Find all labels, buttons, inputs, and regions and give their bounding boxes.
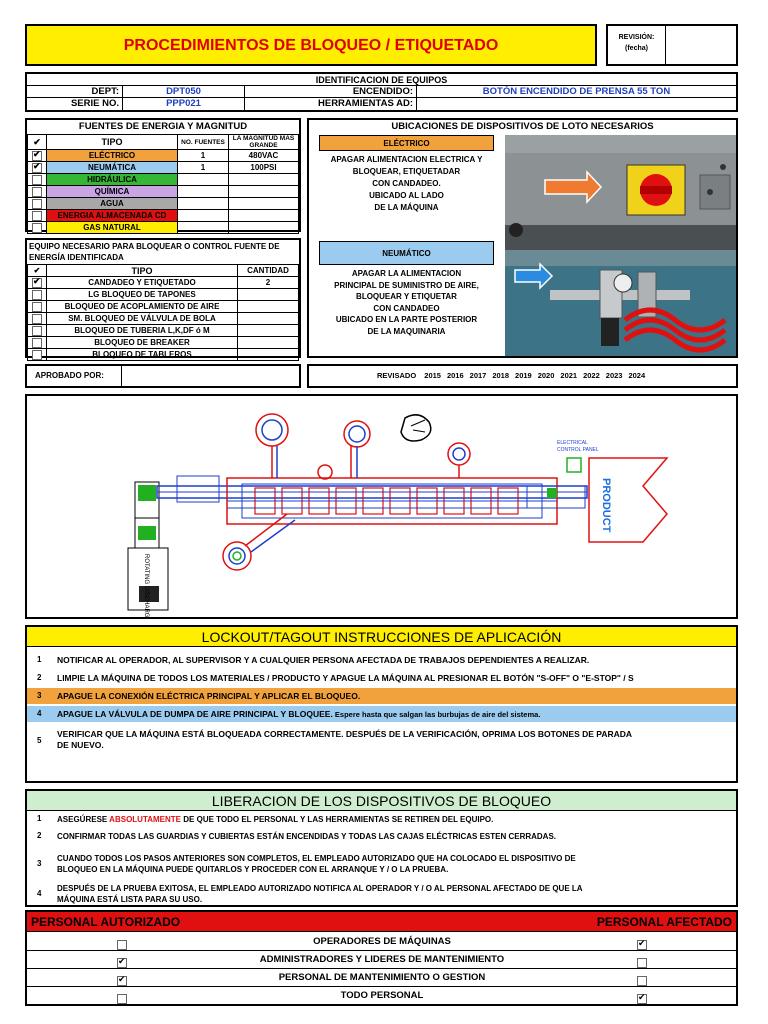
step-text-main: VERIFICAR QUE LA MÁQUINA ESTÁ BLOQUEADA CORRECTAMENTE. DESPUÉS DE LA VERIFICACIÓN, OPRIMA LOS BOTONES DE PARADA [57, 729, 633, 739]
release-heading: LIBERACION DE LOS DISPOSITIVOS DE BLOQUEO [27, 791, 736, 811]
revision-year: 2023 [605, 371, 623, 380]
instructions-heading: LOCKOUT/TAGOUT INSTRUCCIONES DE APLICACIÓN [27, 627, 736, 647]
pneumatic-location-line: CON CANDADEO [373, 303, 440, 313]
step-text-main: APAGUE LA CONEXIÓN ELÉCTRICA PRINCIPAL Y APLICAR EL BLOQUEO. [57, 691, 361, 701]
equipment-cantidad-header: CANTIDAD [238, 265, 299, 277]
energy-tipo: HIDRÁULICA [47, 174, 178, 186]
step-text [57, 655, 732, 666]
encendido-label: ENCENDIDO: [245, 86, 417, 98]
step-text [57, 709, 732, 720]
energy-section [25, 118, 301, 232]
energy-magnitud [229, 222, 299, 234]
afectado-checkbox[interactable] [637, 937, 647, 950]
energy-checkbox[interactable] [32, 175, 42, 185]
energy-row [28, 222, 299, 234]
pneumatic-location-label: NEUMÁTICO [319, 241, 494, 265]
energy-magnitud: 480VAC [229, 150, 299, 162]
step-number: 5 [37, 736, 42, 745]
step-text-2: DE NUEVO. [57, 740, 104, 750]
pneumatic-location-line: UBICADO EN LA PARTE POSTERIOR [335, 315, 478, 324]
energy-tipo: NEUMÁTICA [47, 162, 178, 174]
step-text-main: CUANDO TODOS LOS PASOS ANTERIORES SON COMPLETOS, EL EMPLEADO AUTORIZADO QUE HA COLOCADO EL DISPOSITIVO DE [57, 854, 576, 863]
equipment-cantidad [238, 289, 299, 301]
personnel-label: OPERADORES DE MÁQUINAS [313, 936, 451, 947]
step-text [57, 883, 732, 894]
energy-fuentes-header: NO. FUENTES [178, 135, 229, 150]
personnel-section [25, 910, 738, 1006]
personnel-row [27, 951, 736, 969]
instruction-step [27, 670, 736, 686]
step-text [57, 673, 732, 684]
equipment-checkbox[interactable] [32, 338, 42, 348]
energy-tipo-header: TIPO [47, 135, 178, 150]
checkmark-icon: ✔ [33, 276, 41, 286]
step-text-main: APAGUE LA VÁLVULA DE DUMPA DE AIRE PRINCIPAL Y BLOQUEE. [57, 709, 333, 719]
personal-afectado-label: PERSONAL AFECTADO [596, 915, 732, 929]
checkmark-icon: ✔ [118, 955, 126, 966]
equipment-row [28, 301, 299, 313]
equipment-checkbox[interactable] [32, 314, 42, 324]
energy-magnitud [229, 210, 299, 222]
personnel-row [27, 987, 736, 1005]
personal-autorizado-label: PERSONAL AUTORIZADO [31, 915, 181, 929]
equipment-cantidad [238, 337, 299, 349]
herramientas-value[interactable] [417, 98, 736, 110]
personnel-label: TODO PERSONAL [340, 990, 424, 1001]
energy-checkbox[interactable] [32, 211, 42, 221]
energy-row [28, 162, 299, 174]
equipment-checkbox[interactable] [32, 302, 42, 312]
release-step [27, 853, 736, 877]
identification-heading: IDENTIFICACION DE EQUIPOS [27, 74, 736, 86]
electric-location-line: BLOQUEAR, ETIQUETADAR [352, 167, 461, 176]
checkmark-icon: ✔ [118, 973, 126, 984]
energy-row [28, 210, 299, 222]
step-text [57, 691, 732, 702]
step-number: 1 [37, 814, 42, 823]
step-number: 1 [37, 655, 42, 664]
energy-magnitud [229, 186, 299, 198]
step-number: 2 [37, 831, 42, 840]
step-number: 4 [37, 889, 42, 898]
equipment-tipo: BLOQUEO DE BREAKER [47, 337, 238, 349]
identification-section [25, 72, 738, 112]
energy-tipo: QUÍMICA [47, 186, 178, 198]
revision-year: 2016 [446, 371, 464, 380]
step-text [57, 729, 732, 740]
page-title: PROCEDIMIENTOS DE BLOQUEO / ETIQUETADO [123, 37, 499, 54]
checkmark-icon: ✔ [33, 161, 41, 171]
energy-fuentes [178, 198, 229, 210]
energy-table [27, 134, 299, 234]
autorizado-checkbox[interactable] [117, 955, 127, 968]
revision-sub: (fecha) [625, 45, 648, 52]
equipment-cantidad [238, 325, 299, 337]
equipment-checkbox[interactable] [32, 350, 42, 360]
energy-row [28, 186, 299, 198]
energy-checkbox[interactable] [32, 151, 42, 161]
svg-text:ELECTRICAL: ELECTRICAL [557, 440, 588, 446]
energy-fuentes: 1 [178, 162, 229, 174]
autorizado-checkbox[interactable] [117, 973, 127, 986]
equipment-row [28, 277, 299, 289]
afectado-checkbox[interactable] [637, 976, 647, 986]
revision-label: REVISIÓN: [618, 34, 655, 41]
checkmark-icon: ✔ [638, 991, 646, 1002]
pneumatic-location-line: APAGAR LA ALIMENTACION [351, 269, 462, 278]
equipment-table [27, 264, 299, 361]
locations-section [307, 118, 738, 358]
equipment-tipo: SM. BLOQUEO DE VÁLVULA DE BOLA [47, 313, 238, 325]
step-number: 3 [37, 859, 42, 868]
energy-fuentes: 1 [178, 150, 229, 162]
step-number: 4 [37, 709, 42, 718]
electric-location-text [309, 154, 504, 214]
revision-year: 2015 [424, 371, 441, 380]
equipment-check-header: ✔ [28, 265, 47, 277]
step-text [57, 853, 732, 864]
aprobado-field[interactable] [121, 366, 299, 386]
checkmark-icon: ✔ [33, 149, 41, 159]
energy-checkbox[interactable] [32, 223, 42, 233]
energy-tipo: AGUA [47, 198, 178, 210]
rotating-discharge-label: ROTATING DISCHARGE [143, 554, 149, 617]
step-text-2: BLOQUEO EN LA MÁQUINA PUEDE QUITARLOS Y PROCEDER CON EL ARRANQUE Y / O LA PRUEBA. [57, 865, 449, 874]
dept-label: DEPT: [27, 86, 123, 98]
step-number: 2 [37, 673, 42, 682]
autorizado-checkbox[interactable] [117, 940, 127, 950]
equipment-row [28, 289, 299, 301]
revision-years-box [307, 364, 738, 388]
energy-checkbox[interactable] [32, 163, 42, 173]
instructions-section [25, 625, 738, 783]
instruction-step [27, 652, 736, 668]
revision-year: 2024 [628, 371, 646, 380]
step-text-main: CONFIRMAR TODAS LAS GUARDIAS Y CUBIERTAS ESTÁN ENCENDIDAS Y TODAS LAS CAJAS ELÉCTRICAS ESTEN CERRADAS. [57, 832, 557, 841]
equipment-row [28, 313, 299, 325]
energy-heading: FUENTES DE ENERGIA Y MAGNITUD [78, 121, 248, 132]
personnel-row [27, 933, 736, 951]
approval-box [25, 364, 301, 388]
equipment-checkbox[interactable] [32, 278, 42, 288]
equipment-checkbox[interactable] [32, 326, 42, 336]
equipment-cantidad [238, 301, 299, 313]
equipment-section [25, 238, 301, 358]
revision-year: 2021 [560, 371, 578, 380]
instruction-step [27, 706, 736, 722]
energy-tipo: ELÉCTRICO [47, 150, 178, 162]
pneumatic-valve-photo [505, 250, 736, 356]
checkmark-icon: ✔ [638, 937, 646, 948]
energy-check-header: ✔ [28, 135, 47, 150]
encendido-value: BOTÓN ENCENDIDO DE PRENSA 55 TON [417, 86, 736, 98]
equipment-row [28, 337, 299, 349]
machine-layout-drawing [27, 396, 736, 617]
step-text-post: DE QUE TODO EL PERSONAL Y LAS HERRAMIENTAS SE RETIREN DEL EQUIPO. [181, 815, 494, 824]
release-step [27, 814, 736, 828]
energy-magnitud [229, 174, 299, 186]
energy-fuentes [178, 174, 229, 186]
equipment-tipo: BLOQUEO DE TUBERIA L,K,DF ó M [47, 325, 238, 337]
step-text-main: LIMPIE LA MÁQUINA DE TODOS LOS MATERIALES / PRODUCTO Y APAGUE LA MÁQUINA AL PRESIONAR EL BOTÓN "S-OFF" O "E-STOP" / S [57, 673, 634, 683]
product-label: PRODUCT [600, 478, 612, 533]
personnel-label: ADMINISTRADORES Y LIDERES DE MANTENIMIENTO [259, 954, 505, 965]
energy-tipo: GAS NATURAL [47, 222, 178, 234]
step-text [57, 814, 732, 825]
energy-magnitud [229, 198, 299, 210]
pneumatic-location-text [309, 268, 504, 337]
energy-checkbox[interactable] [32, 199, 42, 209]
energy-checkbox[interactable] [32, 187, 42, 197]
afectado-checkbox[interactable] [637, 991, 647, 1004]
revision-year: 2017 [469, 371, 487, 380]
electric-location-line: APAGAR ALIMENTACION ELECTRICA Y [330, 155, 483, 164]
equipment-cantidad [238, 313, 299, 325]
revision-box [606, 24, 738, 66]
equipment-heading: EQUIPO NECESARIO PARA BLOQUEAR O CONTROL FUENTE DE ENERGÍA IDENTIFICADA [29, 242, 280, 262]
equipment-tipo: CANDADEO Y ETIQUETADO [47, 277, 238, 289]
equipment-cantidad [238, 349, 299, 361]
step-text [57, 831, 732, 842]
personnel-label: PERSONAL DE MANTENIMIENTO O GESTION [278, 972, 486, 983]
step-text-highlight: ABSOLUTAMENTE [109, 815, 182, 824]
step-text-pre: ASEGÚRESE [57, 815, 110, 824]
revision-year: 2020 [537, 371, 555, 380]
dept-value: DPT050 [123, 86, 245, 98]
release-section [25, 789, 738, 907]
pneumatic-location-line: DE LA MAQUINARIA [367, 326, 446, 336]
electric-location-line: DE LA MÁQUINA [374, 203, 439, 212]
title-box [25, 24, 597, 66]
svg-text:CONTROL PANEL: CONTROL PANEL [557, 447, 599, 453]
electric-location-line: UBICADO AL LADO [369, 191, 444, 200]
energy-tipo: ENERGIA ALMACENADA CD [47, 210, 178, 222]
release-step [27, 883, 736, 907]
electric-location-label: ELÉCTRICO [319, 135, 494, 151]
release-step [27, 831, 736, 845]
revision-year: 2018 [492, 371, 510, 380]
serie-label: SERIE NO. [27, 98, 123, 110]
revisado-label: REVISADO [377, 371, 417, 380]
instruction-step [27, 726, 736, 754]
equipment-tipo-header: TIPO [47, 265, 238, 277]
afectado-checkbox[interactable] [637, 958, 647, 968]
pneumatic-location-line: PRINCIPAL DE SUMINISTRO DE AIRE, [334, 280, 479, 290]
pneumatic-location-line: BLOQUEAR Y ETIQUETAR [356, 292, 457, 301]
step-text-main: DESPUÉS DE LA PRUEBA EXITOSA, EL EMPLEADO AUTORIZADO NOTIFICA AL OPERADOR Y / O AL PERSONAL AFECTADO DE QUE LA [57, 884, 583, 893]
step-text-2: MÁQUINA ESTÁ LISTA PARA SU USO. [57, 895, 203, 904]
personnel-row [27, 969, 736, 987]
energy-fuentes [178, 210, 229, 222]
equipment-row [28, 325, 299, 337]
revision-years [418, 371, 645, 380]
revision-date-field[interactable] [667, 26, 736, 64]
energy-magnitud: 100PSI [229, 162, 299, 174]
equipment-cantidad: 2 [238, 277, 299, 289]
energy-row [28, 198, 299, 210]
layout-drawing-box [25, 394, 738, 619]
step-text-main: NOTIFICAR AL OPERADOR, AL SUPERVISOR Y A CUALQUIER PERSONA AFECTADA DE TRABAJOS DEPENDIENTES A REALIZAR. [57, 655, 590, 665]
energy-magnitud-header: LA MAGNITUD MAS GRANDE [229, 135, 299, 150]
revision-year: 2022 [583, 371, 600, 380]
equipment-checkbox[interactable] [32, 290, 42, 300]
energy-row [28, 150, 299, 162]
equipment-tipo: BLOQUEO DE TABLEROS [47, 349, 238, 361]
energy-fuentes [178, 186, 229, 198]
step-number: 3 [37, 691, 42, 700]
instruction-step [27, 688, 736, 704]
revision-year: 2019 [515, 371, 532, 380]
electric-disconnect-photo [505, 135, 736, 250]
serie-value: PPP021 [123, 98, 245, 110]
equipment-tipo: LG BLOQUEO DE TAPONES [47, 289, 238, 301]
equipment-tipo: BLOQUEO DE ACOPLAMIENTO DE AIRE [47, 301, 238, 313]
energy-row [28, 174, 299, 186]
aprobado-label: APROBADO POR: [35, 371, 104, 380]
step-text-extra: Espere hasta que salgan las burbujas de aire del sistema. [332, 710, 541, 719]
herramientas-label: HERRAMIENTAS AD: [245, 98, 417, 110]
autorizado-checkbox[interactable] [117, 994, 127, 1004]
locations-heading: UBICACIONES DE DISPOSITIVOS DE LOTO NECESARIOS [391, 121, 654, 132]
energy-fuentes [178, 222, 229, 234]
equipment-row [28, 349, 299, 361]
electric-location-line: CON CANDADEO. [372, 179, 441, 188]
